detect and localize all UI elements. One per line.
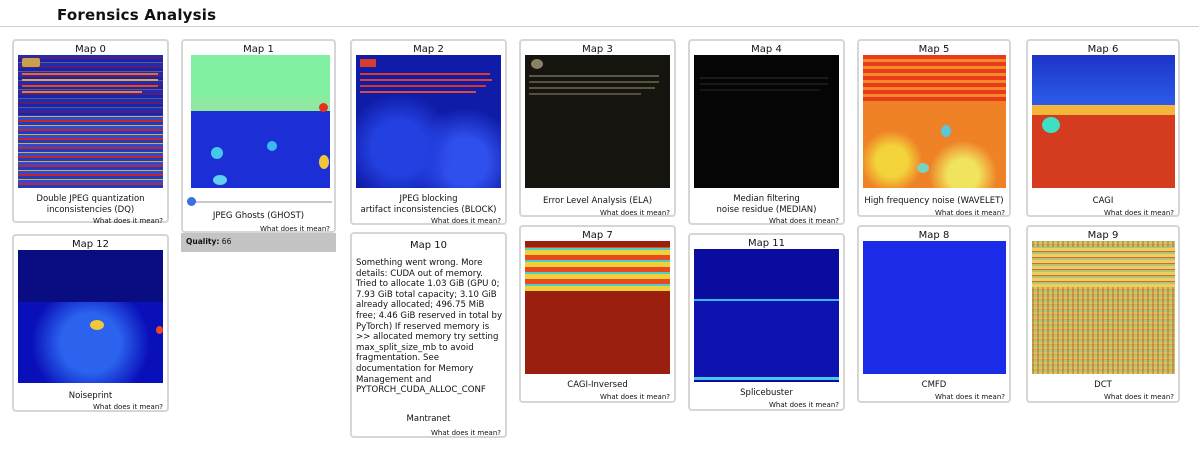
help-link[interactable]: What does it mean? bbox=[259, 225, 330, 233]
text-region bbox=[1032, 247, 1175, 287]
map-label: CAGI-Inversed bbox=[567, 380, 628, 390]
quality-label: Quality: bbox=[186, 237, 220, 246]
hot-spot bbox=[156, 326, 163, 334]
heatmap-image[interactable] bbox=[863, 241, 1006, 374]
help-link[interactable]: What does it mean? bbox=[599, 209, 670, 217]
quality-value: 66 bbox=[221, 237, 232, 246]
help-link[interactable]: What does it mean? bbox=[430, 429, 501, 437]
map-title: Map 8 bbox=[918, 230, 950, 241]
map-label: High frequency noise (WAVELET) bbox=[864, 196, 1004, 206]
map-label: Double JPEG quantization inconsistencies (DQ) bbox=[36, 194, 145, 215]
warm-band bbox=[525, 247, 670, 291]
warm-edge bbox=[1032, 105, 1175, 115]
logo-icon bbox=[531, 59, 543, 69]
quality-slider-thumb[interactable] bbox=[187, 197, 196, 206]
text-stripe bbox=[700, 83, 828, 85]
heatmap-image[interactable] bbox=[525, 55, 670, 188]
heatmap-image[interactable] bbox=[18, 55, 163, 188]
heatmap-image[interactable] bbox=[191, 55, 330, 188]
heatmap-image[interactable] bbox=[694, 249, 839, 382]
map-label: CAGI bbox=[1092, 196, 1114, 206]
map-title: Map 11 bbox=[747, 238, 785, 249]
help-link[interactable]: What does it mean? bbox=[92, 217, 163, 225]
blob bbox=[267, 141, 277, 151]
quality-slider[interactable] bbox=[191, 201, 332, 203]
map-card-cagi bbox=[1026, 39, 1180, 217]
map-card-noiseprint bbox=[12, 234, 169, 412]
map-label: Mantranet bbox=[406, 414, 451, 424]
dark-band bbox=[18, 250, 163, 302]
map-title: Map 5 bbox=[918, 44, 950, 55]
map-label: Median filtering noise residue (MEDIAN) bbox=[716, 194, 817, 215]
map-card-dct bbox=[1026, 225, 1180, 403]
map-card-median bbox=[688, 39, 845, 225]
logo-icon bbox=[360, 59, 376, 67]
heatmap-image[interactable] bbox=[356, 55, 501, 188]
map-label: Noiseprint bbox=[68, 391, 113, 401]
map-title: Map 0 bbox=[75, 44, 106, 55]
map-title: Map 12 bbox=[71, 239, 109, 250]
text-stripe bbox=[360, 91, 476, 93]
map-card-dq bbox=[12, 39, 169, 223]
hot-spot bbox=[319, 103, 328, 112]
map-title: Map 9 bbox=[1087, 230, 1119, 241]
map-card-mantranet bbox=[350, 232, 507, 438]
help-link[interactable]: What does it mean? bbox=[1103, 393, 1174, 401]
blob bbox=[213, 175, 227, 185]
map-label: DCT bbox=[1094, 380, 1112, 390]
text-stripe bbox=[700, 77, 828, 79]
map-card-ghost bbox=[181, 39, 336, 233]
heatmap-image[interactable] bbox=[1032, 55, 1175, 188]
map-card-cmfd bbox=[857, 225, 1011, 403]
heatmap-image[interactable] bbox=[863, 55, 1006, 188]
error-message: Something went wrong. More details: CUDA out of memory. Tried to allocate 1.03 GiB (GPU 0; 7.93 GiB total capacity; 3.10 GiB already allocated; 496.75 MiB free; 4.46 GiB reserved in total by PyTorch) If reserved memory is >> allocated memory try setting max_split_size_mb to avoid fragmentation. See documentation for Memory Management and PYTORCH_CUDA_ALLOC_CONF bbox=[356, 258, 503, 396]
map-card-block bbox=[350, 39, 507, 225]
map-title: Map 1 bbox=[243, 44, 274, 55]
map-title: Map 3 bbox=[582, 44, 613, 55]
map-label: JPEG Ghosts (GHOST) bbox=[212, 211, 305, 221]
map-label: Splicebuster bbox=[740, 388, 793, 398]
help-link[interactable]: What does it mean? bbox=[430, 217, 501, 225]
text-stripe bbox=[529, 81, 659, 83]
blob bbox=[211, 147, 223, 159]
map-title: Map 4 bbox=[751, 44, 782, 55]
map-title: Map 6 bbox=[1087, 44, 1119, 55]
logo-icon bbox=[22, 58, 40, 67]
text-stripe bbox=[22, 73, 158, 75]
map-card-wavelet bbox=[857, 39, 1011, 217]
help-link[interactable]: What does it mean? bbox=[768, 401, 839, 409]
help-link[interactable]: What does it mean? bbox=[92, 403, 163, 411]
hot-band bbox=[863, 55, 1006, 101]
text-stripe bbox=[529, 75, 659, 77]
help-link[interactable]: What does it mean? bbox=[934, 209, 1005, 217]
lower-region bbox=[694, 301, 839, 377]
ghost-band bbox=[191, 97, 330, 111]
help-link[interactable]: What does it mean? bbox=[599, 393, 670, 401]
title-divider bbox=[0, 26, 1199, 27]
map-card-splicebuster bbox=[688, 233, 845, 411]
text-stripe bbox=[529, 93, 641, 95]
cool-spot bbox=[941, 125, 951, 137]
heatmap-image[interactable] bbox=[18, 250, 163, 383]
text-stripe bbox=[529, 87, 655, 89]
help-link[interactable]: What does it mean? bbox=[768, 217, 839, 225]
help-link[interactable]: What does it mean? bbox=[934, 393, 1005, 401]
help-link[interactable]: What does it mean? bbox=[1103, 209, 1174, 217]
text-stripe bbox=[22, 79, 158, 81]
heatmap-image[interactable] bbox=[525, 241, 670, 374]
text-stripe bbox=[360, 73, 490, 75]
text-stripe bbox=[360, 79, 492, 81]
heatmap-image[interactable] bbox=[1032, 241, 1175, 374]
map-label: CMFD bbox=[921, 380, 947, 390]
text-stripe bbox=[700, 89, 820, 91]
map-card-ela bbox=[519, 39, 676, 217]
edge-line bbox=[694, 377, 839, 380]
text-stripe bbox=[22, 91, 142, 93]
map-card-cagi-inversed bbox=[519, 225, 676, 403]
text-stripe bbox=[360, 85, 486, 87]
hot-spot bbox=[90, 320, 104, 330]
ghost-band bbox=[191, 55, 330, 97]
blob bbox=[319, 155, 329, 169]
map-title: Map 2 bbox=[413, 44, 444, 55]
map-label: JPEG blocking artifact inconsistencies (BLOCK) bbox=[360, 194, 497, 215]
text-stripe bbox=[22, 85, 158, 87]
map-label: Error Level Analysis (ELA) bbox=[542, 196, 653, 206]
cool-spot bbox=[1042, 117, 1060, 133]
map-title: Map 10 bbox=[409, 240, 447, 251]
cool-spot bbox=[917, 163, 929, 173]
quality-status-bar bbox=[181, 233, 336, 252]
page-title: Forensics Analysis bbox=[57, 6, 217, 24]
heatmap-image[interactable] bbox=[694, 55, 839, 188]
cool-band bbox=[1032, 55, 1175, 105]
map-title: Map 7 bbox=[582, 230, 613, 241]
